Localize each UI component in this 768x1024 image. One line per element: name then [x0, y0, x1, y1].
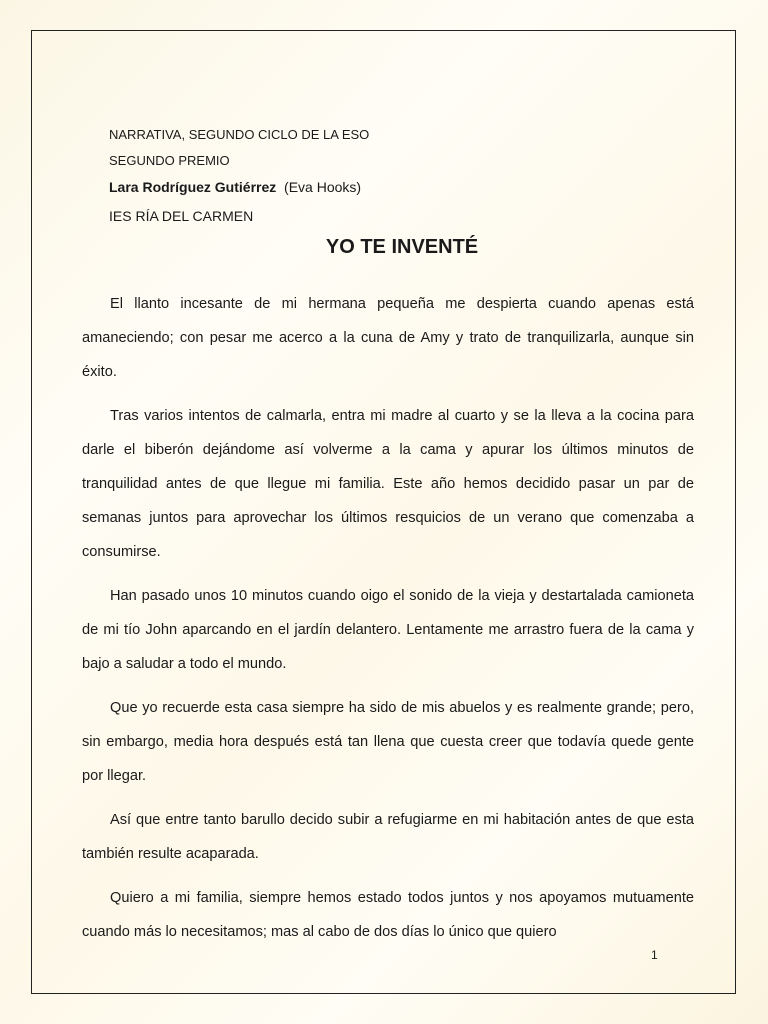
- school-line: IES RÍA DEL CARMEN: [109, 208, 254, 224]
- story-title: YO TE INVENTÉ: [325, 236, 479, 258]
- paragraph: Tras varios intentos de calmarla, entra mi madre al cuarto y se la lleva a la cocina para darle el biberón dejándome así volverme a la cama y apurar los últimos minutos de tranquilidad antes de que llegue mi familia. Este año hemos decidido pasar un par de semanas juntos para aprovechar los últimos resquicios de un verano que comenzaba a consumirse.: [82, 408, 694, 560]
- author-pseudonym: (Eva Hooks): [284, 179, 362, 195]
- author-line: [109, 179, 361, 195]
- paragraph: Así que entre tanto barullo decido subir a refugiarme en mi habitación antes de que esta también resulte acaparada.: [82, 812, 694, 862]
- paragraph: Han pasado unos 10 minutos cuando oigo el sonido de la vieja y destartalada camioneta de mi tío John aparcando en el jardín delantero. Lentamente me arrastro fuera de la cama y bajo a saludar a todo el mundo.: [82, 588, 694, 672]
- paragraph: Quiero a mi familia, siempre hemos estado todos juntos y nos apoyamos mutuamente cuando más lo necesitamos; mas al cabo de dos días lo único que quiero: [82, 890, 694, 940]
- page-number: 1: [651, 948, 658, 962]
- author-name: Lara Rodríguez Gutiérrez: [109, 179, 277, 195]
- paragraph: El llanto incesante de mi hermana pequeña me despierta cuando apenas está amaneciendo; con pesar me acerco a la cuna de Amy y trato de tranquilizarla, aunque sin éxito.: [82, 296, 694, 380]
- prize-line: SEGUNDO PREMIO: [109, 153, 230, 168]
- category-line: NARRATIVA, SEGUNDO CICLO DE LA ESO: [109, 127, 370, 142]
- paragraph: Que yo recuerde esta casa siempre ha sido de mis abuelos y es realmente grande; pero, sin embargo, media hora después está tan llena que cuesta creer que todavía quede gente por llegar.: [82, 700, 694, 784]
- story-body: [82, 287, 694, 959]
